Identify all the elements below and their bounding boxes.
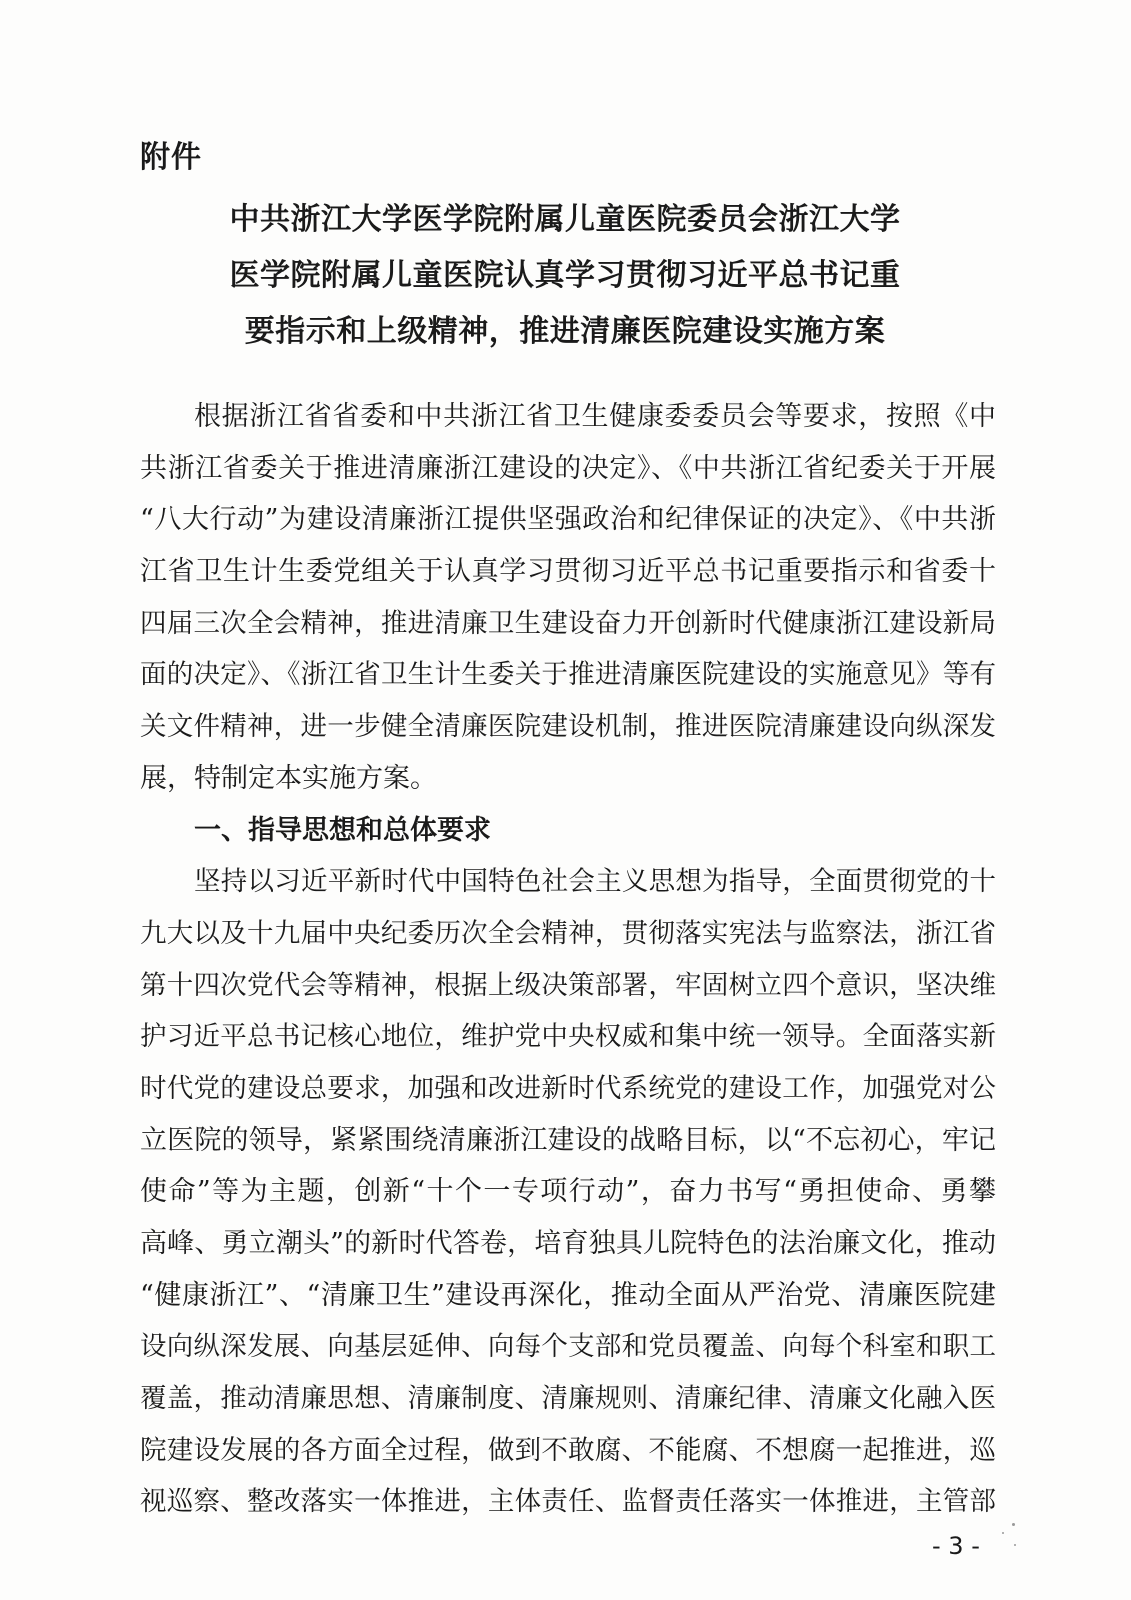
document-title [140, 192, 990, 360]
title-line: 要指示和上级精神，推进清廉医院建设实施方案 [244, 314, 886, 349]
text-line: 江省卫生计生委党组关于认真学习贯彻习近平总书记重要指示和省委十 [140, 556, 996, 588]
attachment-label: 附件 [140, 140, 202, 175]
scan-speck [1012, 1523, 1015, 1526]
text-line: 九大以及十九届中央纪委历次全会精神，贯彻落实宪法与监察法，浙江省 [140, 917, 996, 949]
text-line: 共浙江省委关于推进清廉浙江建设的决定》、《中共浙江省纪委关于开展 [140, 452, 996, 484]
text-line: 四届三次全会精神，推进清廉卫生建设奋力开创新时代健康浙江建设新局 [140, 607, 996, 639]
text-line: 展，特制定本实施方案。 [140, 762, 437, 794]
text-line: 立医院的领导，紧紧围绕清廉浙江建设的战略目标，以“不忘初心，牢记 [140, 1124, 996, 1156]
paragraph-guiding-thought [140, 856, 996, 1528]
text-line: 时代党的建设总要求，加强和改进新时代系统党的建设工作，加强党对公 [140, 1072, 996, 1104]
document-body [140, 391, 996, 1528]
text-line: “健康浙江”、“清廉卫生”建设再深化，推动全面从严治党、清廉医院建 [140, 1279, 996, 1311]
text-line: 视巡察、整改落实一体推进，主体责任、监督责任落实一体推进，主管部 [140, 1486, 996, 1518]
text-line: 高峰、勇立潮头”的新时代答卷，培育独具儿院特色的法治廉文化，推动 [140, 1228, 996, 1259]
scan-speck [1002, 1532, 1004, 1534]
text-line: 设向纵深发展、向基层延伸、向每个支部和党员覆盖、向每个科室和职工 [140, 1331, 996, 1363]
text-line: 覆盖，推动清廉思想、清廉制度、清廉规则、清廉纪律、清廉文化融入医 [140, 1383, 996, 1415]
text-line: 护习近平总书记核心地位，维护党中央权威和集中统一领导。全面落实新 [140, 1021, 996, 1053]
text-line: 第十四次党代会等精神，根据上级决策部署，牢固树立四个意识，坚决维 [140, 969, 996, 1001]
section-heading: 一、指导思想和总体要求 [194, 814, 491, 846]
text-line: 根据浙江省省委和中共浙江省卫生健康委委员会等要求，按照《中 [194, 401, 996, 432]
text-line: 面的决定》、《浙江省卫生计生委关于推进清廉医院建设的实施意见》等有 [140, 659, 996, 691]
title-line: 医学院附属儿童医院认真学习贯彻习近平总书记重 [229, 258, 901, 293]
text-line: 使命”等为主题，创新“十个一专项行动”，奋力书写“勇担使命、勇攀 [140, 1176, 996, 1208]
text-line: 关文件精神，进一步健全清廉医院建设机制，推进医院清廉建设向纵深发 [140, 711, 996, 743]
page-number: - 3 - [932, 1532, 980, 1560]
text-line: 院建设发展的各方面全过程，做到不敢腐、不能腐、不想腐一起推进，巡 [140, 1434, 996, 1466]
text-line: 坚持以习近平新时代中国特色社会主义思想为指导，全面贯彻党的十 [194, 866, 996, 898]
scan-speck [1014, 1544, 1016, 1546]
title-line: 中共浙江大学医学院附属儿童医院委员会浙江大学 [229, 202, 901, 237]
text-line: “八大行动”为建设清廉浙江提供坚强政治和纪律保证的决定》、《中共浙 [140, 504, 996, 536]
paragraph-intro [140, 391, 996, 805]
